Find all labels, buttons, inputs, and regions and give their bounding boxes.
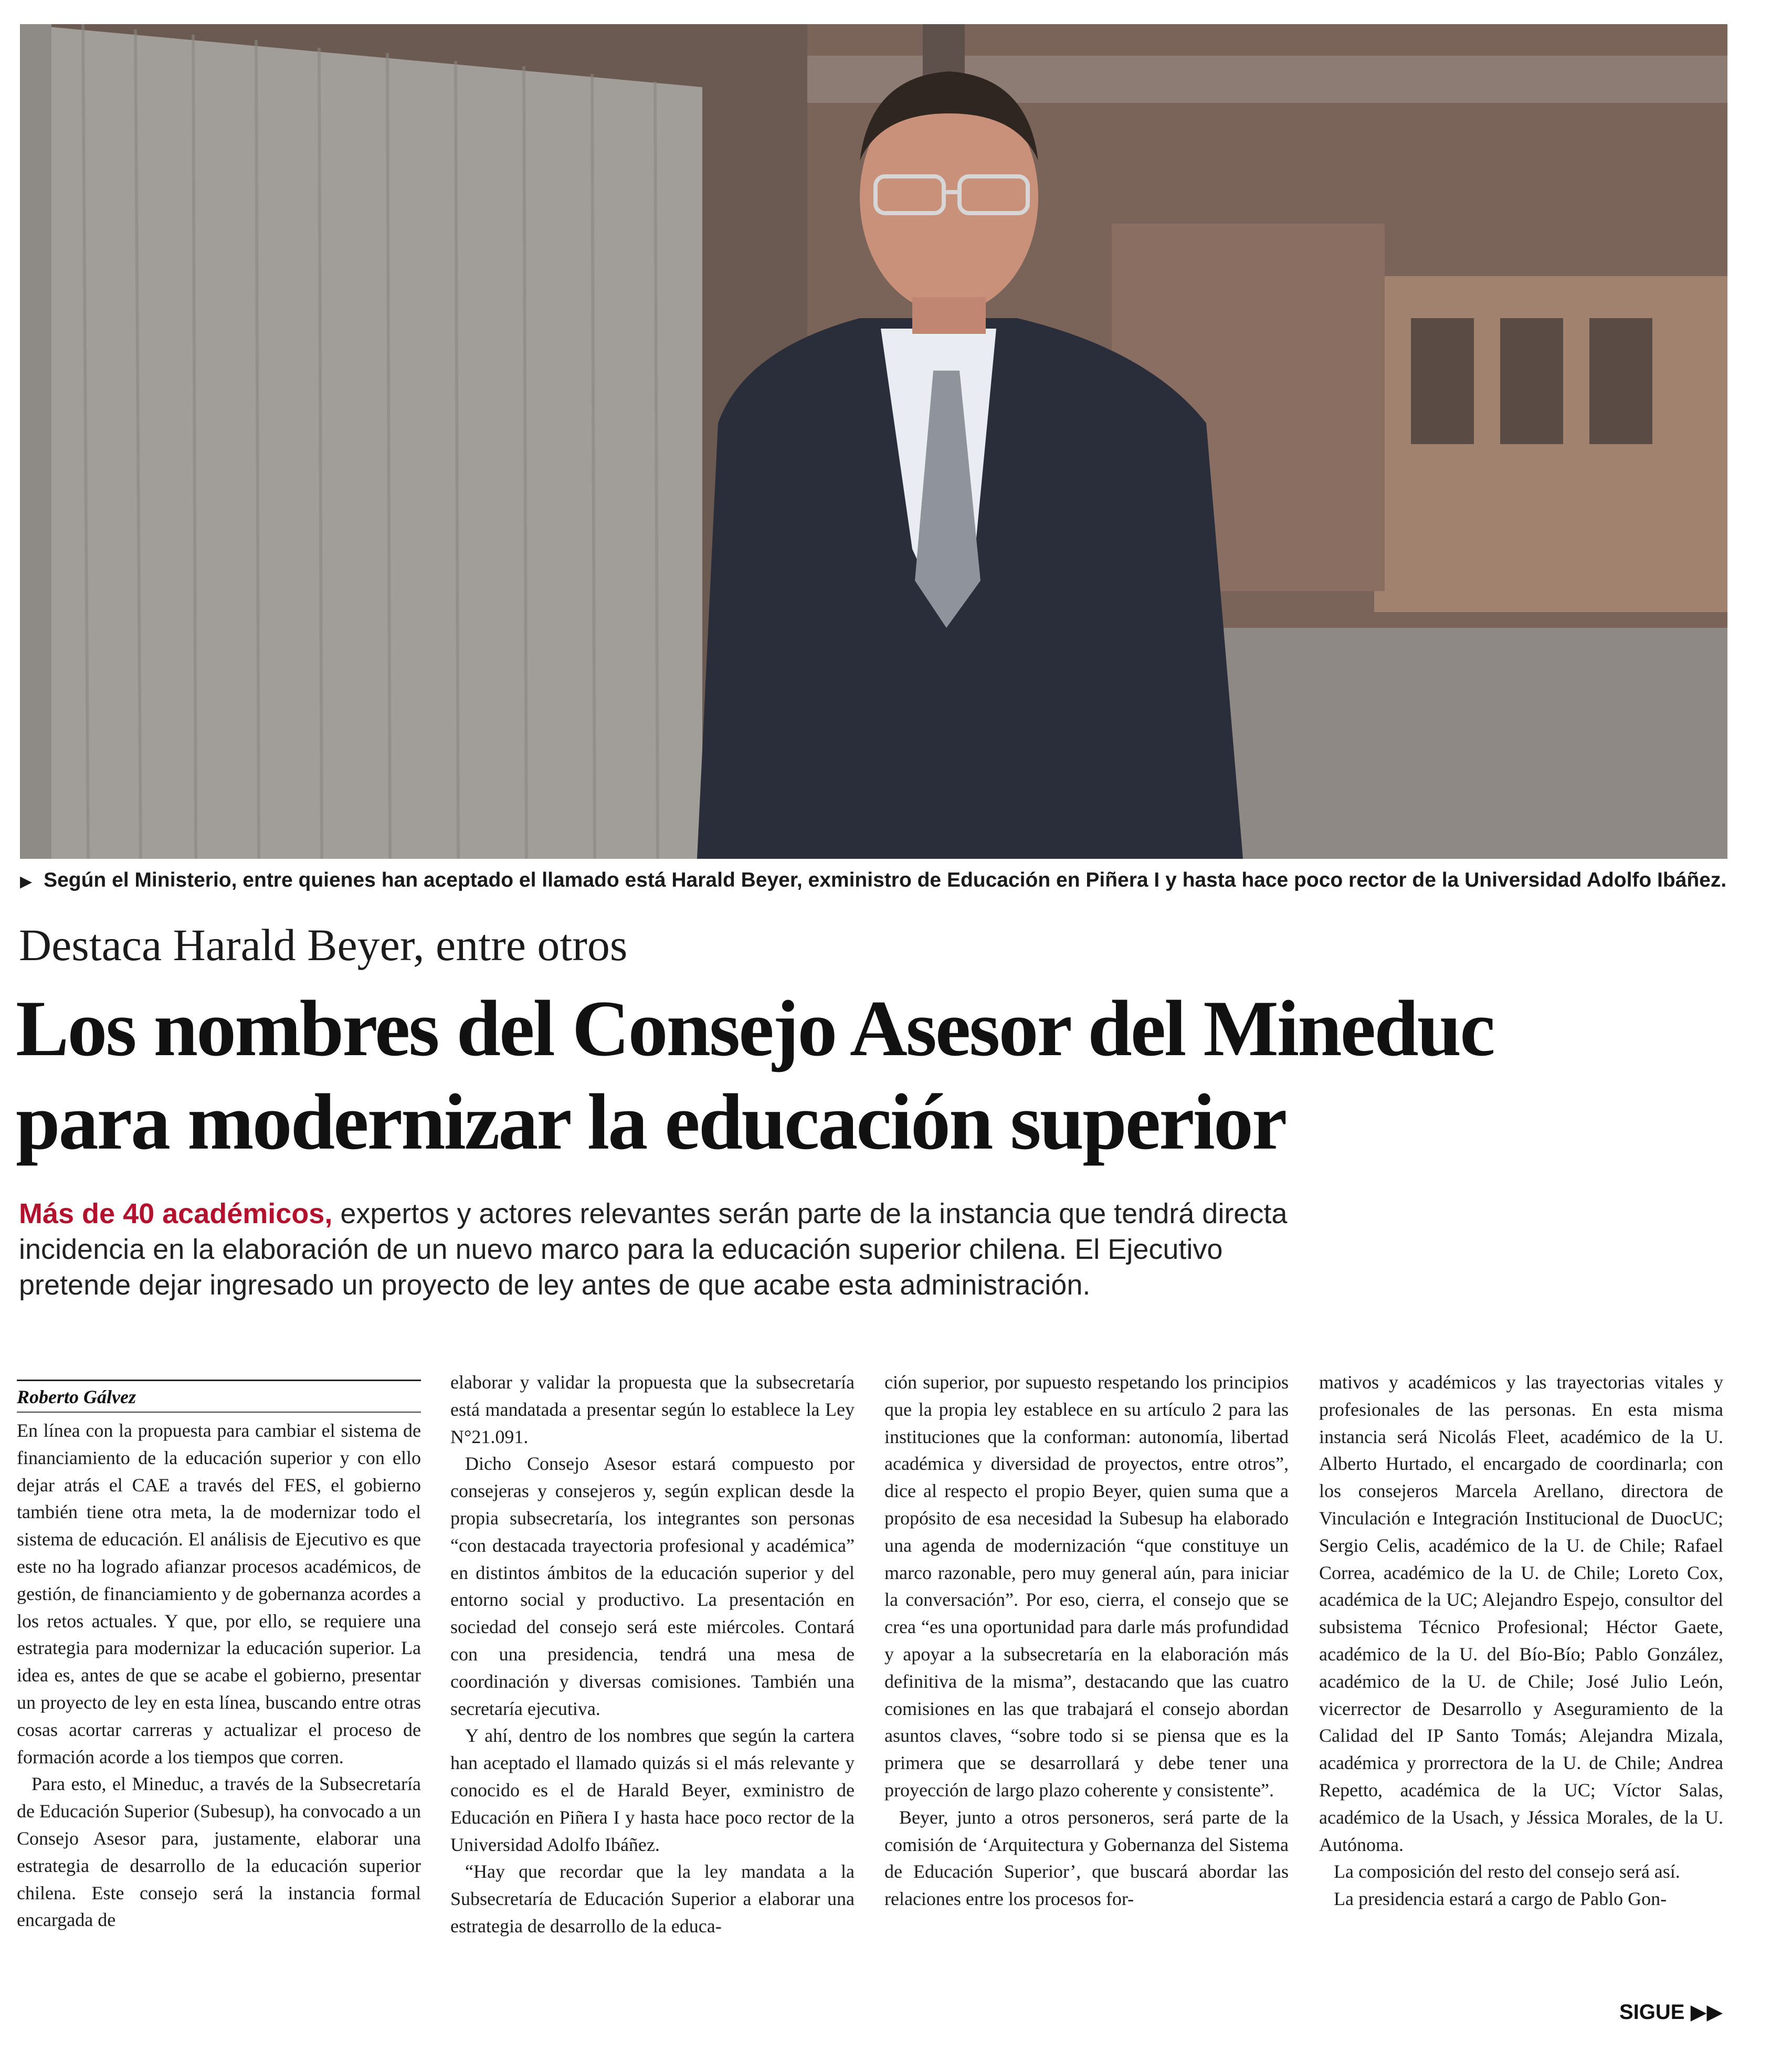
body-paragraph: Y ahí, dentro de los nombres que según la cartera han aceptado el llamado quizás si el más relevante y conocido es el de Harald Beyer, exministro de Educación en Piñera I y hasta hace poco rector de la Universidad Adolfo Ibáñez.: [450, 1725, 855, 1855]
photo-illustration: [20, 24, 1727, 859]
article-kicker: Destaca Harald Beyer, entre otros: [19, 920, 628, 970]
body-column-3: [884, 1369, 1289, 1913]
article-headline: [16, 982, 1764, 1169]
photo-caption: [20, 866, 1752, 896]
deck-line: [19, 1196, 1384, 1232]
body-paragraph: La presidencia estará a cargo de Pablo Gon-: [1334, 1888, 1667, 1910]
body-paragraph: Beyer, junto a otros personeros, será parte de la comisión de ‘Arquitectura y Gobernanza del Sistema de Educación Superior’, que buscará abordar las relaciones entre los procesos for-: [884, 1806, 1289, 1910]
continue-marker: SIGUE ▶▶: [1619, 2001, 1723, 2024]
body-paragraph: mativos y académicos y las trayectorias vitales y profesionales de las personas. En esta misma instancia será Nicolás Fleet, académico de la U. Alberto Hurtado, el encargado de coordinarla; con los consejeros Marcela Arellano, directora de Vinculación e Integración Institucional de DuocUC; Sergio Celis, académico de la U. de Chile; Rafael Correa, académico de la U. de Chile; Loreto Cox, académica de la UC; Alejandro Espejo, consultor del subsistema Técnico Profesional; Héctor Gaete, académico de la U. del Bío-Bío; Pablo González, académico de la U. de Chile; José Julio León, vicerrector de Desarrollo y Aseguramiento de la Calidad del IP Santo Tomás; Alejandra Mizala, académica y prorrectora de la U. de Chile; Andrea Repetto, académica de la UC; Víctor Salas, académico de la Usach, y Jéssica Morales, de la U. Autónoma.: [1319, 1372, 1723, 1855]
body-paragraph: Para esto, el Mineduc, a través de la Subsecretaría de Educación Superior (Subesup), ha convocado a un Consejo Asesor para, justamente, elaborar una estrategia de desarrollo de la educación superior chilena. Este consejo será la instancia formal encargada de: [17, 1773, 421, 1931]
body-paragraph: En línea con la propuesta para cambiar el sistema de financiamiento de la educación superior y con ello dejar atrás el CAE a través del FES, el gobierno también tiene otra meta, la de modernizar todo el sistema de educación. El análisis de Ejecutivo es que este no ha logrado afianzar procesos académicos, de gestión, de financiamiento y de gobernanza acordes a los retos actuales. Y que, por ello, se requiere una estrategia para modernizar la educación superior. La idea es, antes de que se acabe el gobierno, presentar un proyecto de ley en esta línea, buscando entre otras cosas acortar carreras y actualizar el proceso de formación acorde a los tiempos que corren.: [17, 1420, 421, 1768]
deck-text: expertos y actores relevantes serán parte de la instancia que tendrá directa: [332, 1198, 1288, 1229]
body-paragraph: ción superior, por supuesto respetando los principios que la propia ley establece en su artículo 2 para las instituciones que la conforman: autonomía, libertad académica y diversidad de proyectos, entre otros”, dice al respecto el propio Beyer, quien suma que a propósito de esa necesidad la Subesup ha elaborado una agenda de modernización “que constituye un marco razonable, pero muy general aún, para iniciar la conversación”. Por eso, cierra, el consejo que se crea “es una oportunidad para darle más profundidad y apoyar a la subsecretaría en la elaboración más definitiva de la misma”, destacando que las cuatro comisiones en las que trabajará el consejo abordan asuntos claves, “sobre todo si se piensa que es la primera que se desarrollará y debe tener una proyección de largo plazo coherente y consistente”.: [884, 1372, 1289, 1801]
caption-text: Según el Ministerio, entre quienes han aceptado el llamado está Harald Beyer, exministro de Educación en Piñera I y hasta hace poco rector de la Universidad Adolfo Ibáñez.: [44, 869, 1727, 891]
byline: Roberto Gálvez: [17, 1380, 421, 1413]
body-column-2: [450, 1369, 855, 1940]
body-paragraph: Dicho Consejo Asesor estará compuesto por consejeras y consejeros y, según explican desde la propia subsecretaría, los integrantes son personas “con destacada trayectoria profesional y académica” en distintos ámbitos de la educación superior y del entorno social y productivo. La presentación en sociedad del consejo será este miércoles. Contará con una presidencia, tendrá una mesa de coordinación y diversas comisiones. También una secretaría ejecutiva.: [450, 1453, 855, 1719]
headline-line: para modernizar la educación superior: [16, 1078, 1286, 1166]
deck-lead: Más de 40 académicos,: [19, 1198, 333, 1229]
headline-line: Los nombres del Consejo Asesor del Mineduc: [16, 984, 1494, 1072]
body-paragraph: elaborar y validar la propuesta que la subsecretaría está mandatada a presentar según lo establece la Ley N°21.091.: [450, 1372, 855, 1447]
caption-triangle-icon: ▶: [20, 873, 33, 890]
article-deck: [19, 1196, 1384, 1303]
body-paragraph: La composición del resto del consejo será así.: [1334, 1861, 1680, 1882]
deck-line: incidencia en la elaboración de un nuevo marco para la educación superior chilena. El Ejecutivo: [19, 1234, 1223, 1265]
body-column-1: [17, 1417, 421, 1934]
article-photo: [20, 24, 1727, 859]
body-column-4: [1319, 1369, 1723, 1913]
body-paragraph: “Hay que recordar que la ley mandata a la Subsecretaría de Educación Superior a elaborar una estrategia de desarrollo de la educa-: [450, 1861, 855, 1937]
deck-line: pretende dejar ingresado un proyecto de ley antes de que acabe esta administración.: [19, 1269, 1091, 1301]
